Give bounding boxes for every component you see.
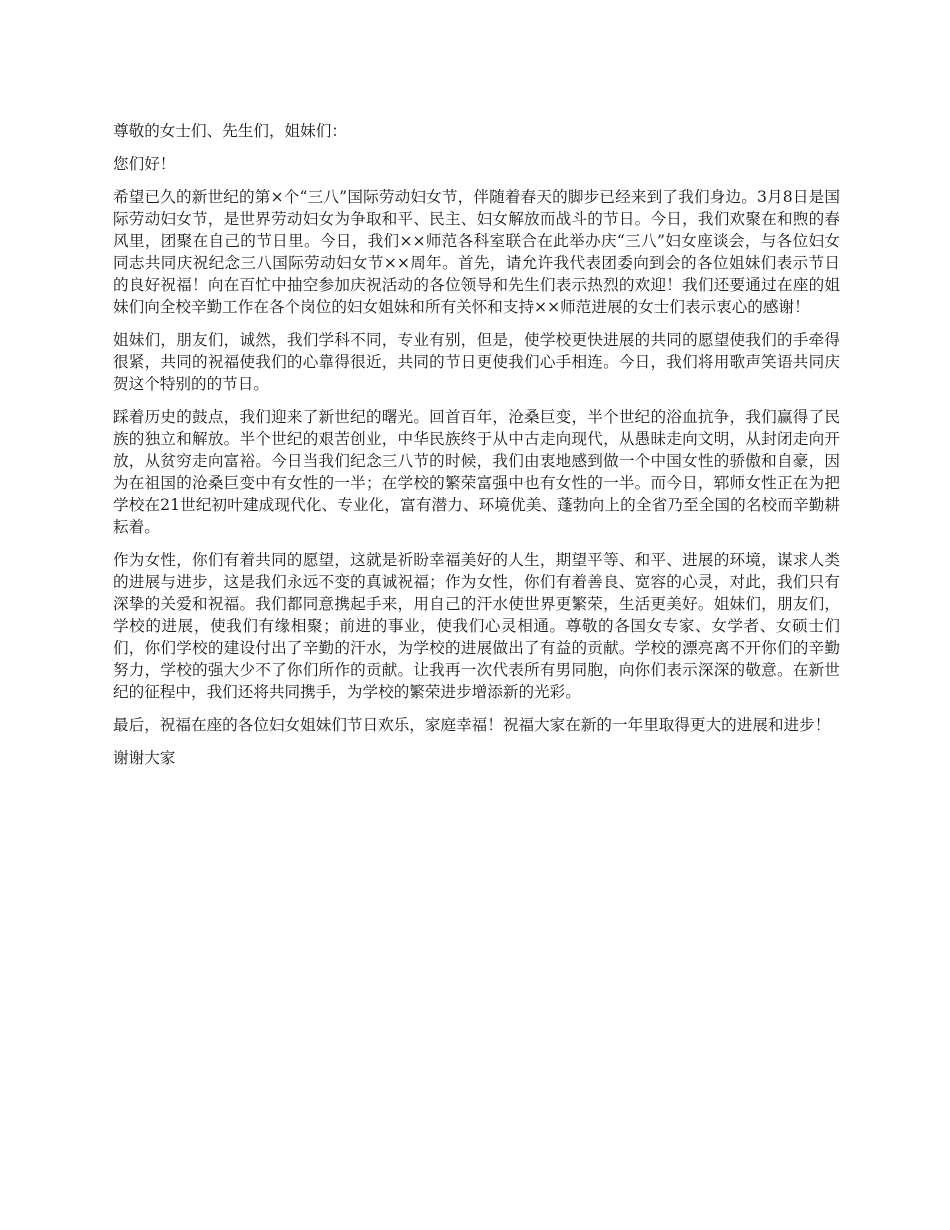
greeting: 您们好！: [113, 155, 176, 173]
paragraph-history: 踩着历史的鼓点，我们迎来了新世纪的曙光。回首百年，沧桑巨变，半个世纪的浴血抗争，我们赢得了民族的独立和解放。半个世纪的艰苦创业，中华民族终于从中古走向现代，从愚昧走向文明，从封闭走向开放，从贫穷走向富裕。今日当我们纪念三八节的时候，我们由衷地感到做一个中国女性的骄傲和自豪，因为在祖国的沧桑巨变中有女性的一半；在学校的繁荣富强中也有女性的一半。而今日，郓师女性正在为把学校在21世纪初叶建成现代化、专业化，富有潜力、环境优美、蓬勃向上的全省乃至全国的名校而辛勤耕耘着。: [113, 408, 840, 536]
document-page: [113, 120, 840, 780]
paragraph-final-wishes: 最后，祝福在座的各位妇女姐妹们节日欢乐，家庭幸福！祝福大家在新的一年里取得更大的进展和进步！: [113, 716, 831, 734]
paragraph-intro: 希望已久的新世纪的第×个“三八”国际劳动妇女节，伴随着春天的脚步已经来到了我们身边。3月8日是国际劳动妇女节，是世界劳动妇女为争取和平、民主、妇女解放而战斗的节日。今日，我们欢聚在和煦的春风里，团聚在自己的节日里。今日，我们××师范各科室联合在此举办庆“三八”妇女座谈会，与各位妇女同志共同庆祝纪念三八国际劳动妇女节××周年。首先，请允许我代表团委向到会的各位姐妹们表示节日的良好祝福！向在百忙中抽空参加庆祝活动的各位领导和先生们表示热烈的欢迎！我们还要通过在座的姐妹们向全校辛勤工作在各个岗位的妇女姐妹和所有关怀和支持××师范进展的女士们表示衷心的感谢！: [113, 188, 840, 316]
paragraph-sisters: 姐妹们，朋友们，诚然，我们学科不同，专业有别，但是，使学校更快进展的共同的愿望使我们的手牵得很紧，共同的祝福使我们的心靠得很近，共同的节日更使我们心手相连。今日，我们将用歌声笑语共同庆贺这个特别的的节日。: [113, 331, 840, 393]
salutation: 尊敬的女士们、先生们，姐妹们：: [113, 122, 347, 140]
paragraph-women: 作为女性，你们有着共同的愿望，这就是祈盼幸福美好的人生，期望平等、和平、进展的环境，谋求人类的进展与进步，这是我们永远不变的真诚祝福；作为女性，你们有着善良、宽容的心灵，对此，我们只有深挚的关爱和祝福。我们都同意携起手来，用自己的汗水使世界更繁荣，生活更美好。姐妹们，朋友们，学校的进展，使我们有缘相聚；前进的事业，使我们心灵相通。尊敬的各国女专家、女学者、女硕士们们，你们学校的建设付出了辛勤的汗水，为学校的进展做出了有益的贡献。学校的漂亮离不开你们的辛勤努力，学校的强大少不了你们所作的贡献。让我再一次代表所有男同胞，向你们表示深深的敬意。在新世纪的征程中，我们还将共同携手，为学校的繁荣进步增添新的光彩。: [113, 551, 840, 701]
closing: 谢谢大家: [113, 749, 176, 767]
